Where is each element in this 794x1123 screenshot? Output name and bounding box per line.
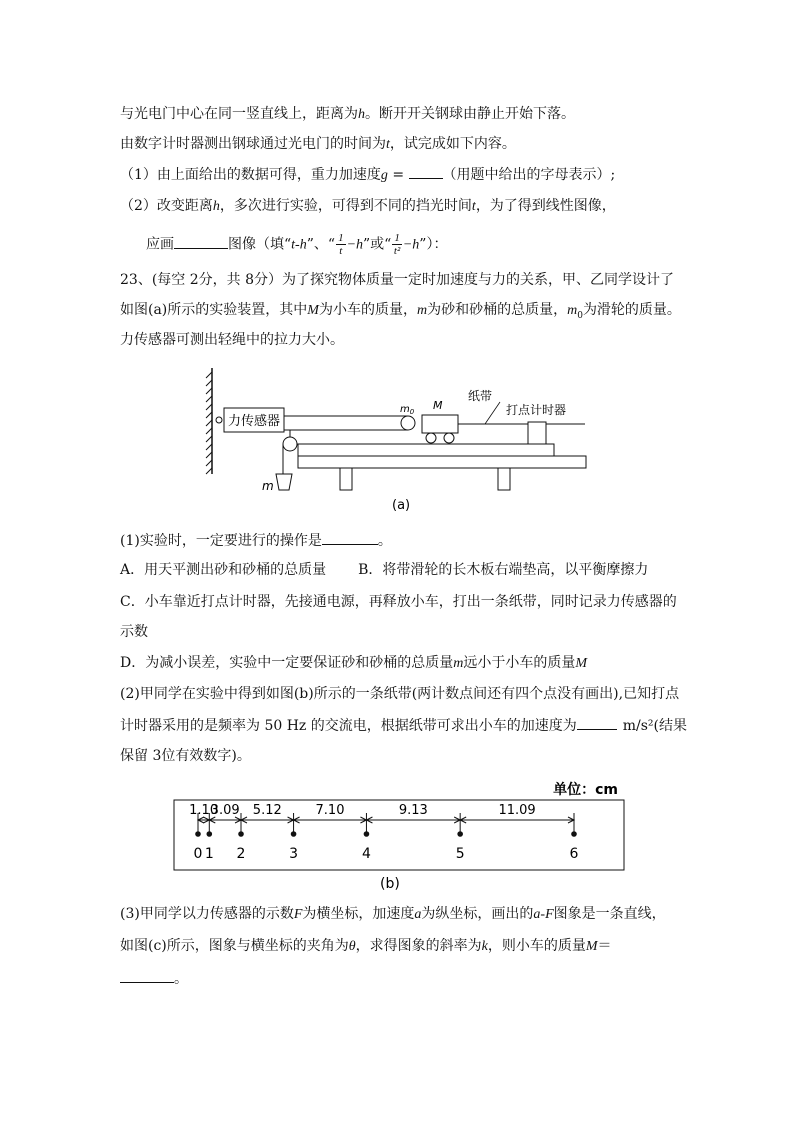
option-tail: −h bbox=[346, 237, 364, 253]
long-board bbox=[298, 444, 554, 456]
q22-text: ，多次进行实验，可得到不同的挡光时间 bbox=[219, 198, 472, 214]
var-h: h bbox=[212, 199, 220, 214]
part3-line-1 bbox=[120, 904, 666, 925]
answer-blank-part1[interactable] bbox=[322, 530, 378, 545]
point-label: 2 bbox=[236, 846, 246, 862]
point-label: 4 bbox=[361, 846, 371, 862]
part1-text: (1)实验时，一定要进行的操作是 bbox=[120, 533, 322, 549]
answer-blank-acceleration[interactable] bbox=[577, 715, 617, 730]
segment-length-label: 3.09 bbox=[210, 803, 240, 818]
sand-bucket bbox=[276, 474, 292, 490]
count-point bbox=[291, 831, 297, 837]
part3-text: 为纵坐标，画出的 bbox=[421, 906, 534, 922]
figure-a-apparatus bbox=[200, 364, 600, 514]
fraction-1-over-t2 bbox=[392, 232, 402, 257]
var-m: m bbox=[453, 656, 464, 671]
part2-line-1 bbox=[120, 684, 679, 704]
var-g: g bbox=[380, 168, 388, 183]
table-leg bbox=[340, 468, 352, 490]
answer-blank-mass[interactable] bbox=[120, 968, 174, 983]
subscript-0: 0 bbox=[577, 310, 583, 321]
part3-text: ，求得图象的斜率为 bbox=[355, 938, 482, 954]
q23-heading bbox=[120, 270, 674, 290]
intro-line-2 bbox=[120, 134, 516, 155]
var-M: M bbox=[575, 656, 588, 671]
q22-part2 bbox=[120, 196, 616, 217]
bucket-m-label: m bbox=[262, 479, 274, 493]
q23-text: 为滑轮的质量。 bbox=[582, 302, 681, 318]
part3-text: 。 bbox=[174, 971, 188, 987]
q23-line-3 bbox=[120, 330, 344, 350]
var-t: t bbox=[386, 137, 390, 152]
option-B: B．将带滑轮的长木板右端垫高，以平衡摩擦力 bbox=[358, 562, 649, 578]
q22-text: （用题中给出的字母表示）; bbox=[442, 167, 616, 183]
figure-b-tape bbox=[170, 776, 630, 894]
count-point bbox=[571, 831, 577, 837]
part3-text: ，则小车的质量 bbox=[487, 938, 586, 954]
q23-text: 如图(a)所示的实验装置，其中 bbox=[120, 302, 308, 318]
frac-denominator: t bbox=[339, 245, 343, 257]
point-label: 3 bbox=[289, 846, 299, 862]
option-D: 远小于小车的质量 bbox=[463, 655, 576, 671]
part1-option-d bbox=[120, 653, 587, 674]
q22-text: = bbox=[387, 167, 409, 183]
end-pulley bbox=[283, 437, 297, 451]
answer-blank-graph[interactable] bbox=[174, 234, 228, 249]
q22-part1 bbox=[120, 164, 615, 186]
part2-text: (2)甲同学在实验中得到如图(b)所示的一条纸带(两计数点间还有四个点没有画出),已知打点 bbox=[120, 686, 680, 702]
segment-length-label: 1.10 bbox=[189, 803, 219, 818]
var-h: h bbox=[358, 107, 365, 122]
q22-text: （2）改变距离 bbox=[120, 198, 213, 214]
q22-text: 图像（填“ bbox=[228, 236, 292, 253]
option-A: A．用天平测出砂和砂桶的总质量 bbox=[120, 562, 327, 578]
q22-text: （1）由上面给出的数据可得，重力加速度 bbox=[120, 167, 381, 183]
q23-text: 为小车的质量， bbox=[318, 302, 417, 318]
count-point bbox=[206, 831, 212, 837]
answer-blank-g[interactable] bbox=[409, 164, 443, 179]
part1-option-c-cont bbox=[120, 622, 148, 642]
option-C: C．小车靠近打点计时器，先接通电源，再释放小车，打出一条纸带，同时记录力传感器的 bbox=[120, 594, 677, 610]
var-F: F bbox=[293, 907, 303, 922]
var-a: a bbox=[414, 907, 422, 922]
q23-line-2 bbox=[120, 300, 681, 326]
q22-text: ，为了得到线性图像， bbox=[475, 198, 616, 214]
q22-part3 bbox=[146, 232, 447, 257]
intro-text: 与光电门中心在同一竖直线上，距离为 bbox=[120, 106, 358, 122]
tape-pointer bbox=[485, 402, 500, 424]
count-point bbox=[195, 831, 201, 837]
part1-text: 。 bbox=[377, 533, 392, 549]
part3-line-2 bbox=[120, 936, 612, 957]
intro-text: ，试完成如下内容。 bbox=[389, 136, 516, 152]
figure-a-caption: (a) bbox=[392, 498, 411, 513]
tape-label: 纸带 bbox=[468, 389, 493, 403]
cart-wheel bbox=[426, 433, 436, 443]
option-C-cont: 示数 bbox=[120, 624, 148, 640]
q23-text: 23、(每空 2分，共 8分）为了探究物体质量一定时加速度与力的关系，甲、乙同学设计了 bbox=[120, 272, 674, 288]
var-k: k bbox=[481, 939, 488, 954]
option-tail: −h bbox=[402, 237, 420, 253]
intro-text: 由数字计时器测出钢球通过光电门的时间为 bbox=[120, 136, 386, 152]
intro-text: 。断开开关钢球由静止开始下落。 bbox=[365, 106, 575, 122]
force-sensor-label: 力传感器 bbox=[227, 414, 281, 429]
var-M: M bbox=[585, 939, 598, 954]
ticker-timer bbox=[528, 422, 546, 444]
point-label: 0 bbox=[193, 846, 203, 862]
frac-denominator: t² bbox=[393, 245, 401, 257]
point-label: 1 bbox=[204, 846, 214, 862]
part3-text: 图象是一条直线， bbox=[553, 906, 666, 922]
part3-text: ＝ bbox=[597, 938, 612, 954]
count-point bbox=[238, 831, 244, 837]
var-theta: θ bbox=[348, 939, 356, 954]
intro-line-1 bbox=[120, 104, 575, 125]
q22-text: ”、“ bbox=[306, 236, 336, 253]
table-leg bbox=[498, 468, 510, 490]
part3-text: 如图(c)所示，图象与横坐标的夹角为 bbox=[120, 938, 349, 954]
part3-line-3 bbox=[120, 968, 188, 989]
segment-length-label: 5.12 bbox=[252, 803, 282, 818]
var-m0: m bbox=[567, 303, 578, 318]
figure-b-caption: (b) bbox=[380, 876, 400, 892]
frac-numerator: 1 bbox=[394, 232, 400, 244]
unit-label: 单位：cm bbox=[553, 782, 618, 798]
var-M: M bbox=[307, 303, 319, 318]
part2-text: 保留 3位有效数字)。 bbox=[120, 748, 251, 764]
q22-text: 应画 bbox=[146, 236, 174, 253]
fraction-1-over-t bbox=[336, 232, 346, 257]
part1-question bbox=[120, 530, 392, 551]
part1-options-ab bbox=[120, 560, 648, 580]
point-label: 6 bbox=[569, 846, 579, 862]
part2-text: m/s²(结果 bbox=[622, 718, 688, 734]
part3-text: 为横坐标，加速度 bbox=[302, 906, 415, 922]
cart-M-label: M bbox=[433, 399, 443, 412]
q22-text: ”或“ bbox=[363, 236, 392, 253]
count-point bbox=[457, 831, 463, 837]
option-t-h: t-h bbox=[291, 237, 307, 253]
segment-length-label: 11.09 bbox=[498, 803, 536, 818]
cart-wheel bbox=[444, 433, 454, 443]
option-D: D．为减小误差，实验中一定要保证砂和砂桶的总质量 bbox=[120, 655, 454, 671]
wall-hatching bbox=[206, 372, 212, 474]
movable-pulley-m0 bbox=[401, 416, 415, 430]
cart-M bbox=[422, 415, 458, 433]
ticker-timer-label: 打点计时器 bbox=[506, 403, 567, 417]
segment-length-label: 7.10 bbox=[315, 803, 345, 818]
q23-text: 力传感器可测出轻绳中的拉力大小。 bbox=[120, 332, 344, 348]
count-point bbox=[364, 831, 370, 837]
wall-pivot bbox=[216, 417, 222, 423]
part1-option-c bbox=[120, 592, 677, 612]
point-label: 5 bbox=[455, 846, 465, 862]
q23-text: 为砂和砂桶的总质量， bbox=[427, 302, 568, 318]
segment-length-label: 9.13 bbox=[398, 803, 428, 818]
table-top bbox=[298, 456, 586, 468]
part2-line-2 bbox=[120, 715, 687, 736]
part2-line-3 bbox=[120, 746, 251, 766]
m0-label: $m_0$ bbox=[400, 404, 415, 416]
part3-text: (3)甲同学以力传感器的示数 bbox=[120, 906, 294, 922]
q22-text: ”）： bbox=[419, 236, 448, 253]
part2-text: 计时器采用的是频率为 50 Hz 的交流电，根据纸带可求出小车的加速度为 bbox=[120, 718, 577, 734]
var-a-F: a-F bbox=[533, 907, 554, 922]
frac-numerator: 1 bbox=[338, 232, 344, 244]
var-t: t bbox=[471, 199, 476, 214]
var-m: m bbox=[416, 303, 428, 318]
